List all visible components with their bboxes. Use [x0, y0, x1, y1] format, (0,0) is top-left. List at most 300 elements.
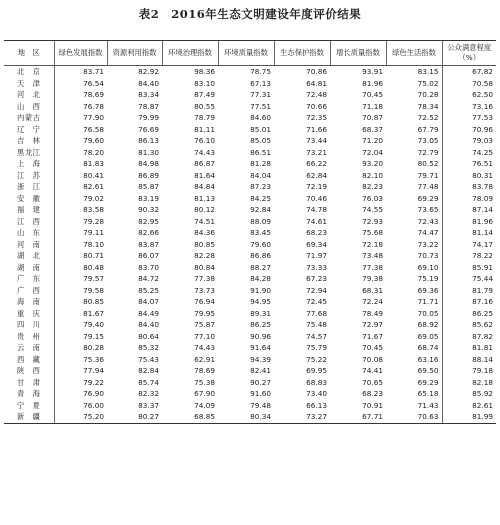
value-cell: 69.34 [306, 239, 327, 249]
value-cell: 87.23 [250, 182, 271, 191]
table-row [4, 239, 496, 251]
table-row [4, 296, 496, 308]
value-cell: 79.38 [362, 274, 383, 283]
value-cell: 66.13 [306, 400, 327, 410]
region-cell: 吉 林 [17, 136, 41, 145]
region-cell: 天 津 [17, 78, 41, 88]
table-row [4, 262, 496, 274]
table-row [4, 170, 496, 182]
value-cell: 91.64 [250, 343, 271, 352]
value-cell: 78.20 [54, 147, 107, 159]
value-cell: 74.78 [306, 205, 327, 214]
table-row [4, 124, 496, 136]
value-cell: 83.19 [138, 193, 159, 203]
table-title: 表2 2016年生态文明建设年度评价结果 [138, 7, 362, 21]
value-cell: 80.34 [218, 411, 274, 423]
value-cell: 79.15 [54, 331, 107, 343]
region-cell: 河 南 [17, 239, 41, 249]
value-cell: 77.38 [194, 274, 215, 283]
value-cell: 81.64 [194, 170, 215, 180]
value-cell: 68.85 [162, 411, 218, 423]
value-cell: 71.66 [306, 124, 327, 134]
region-cell: 陕 西 [17, 366, 41, 375]
value-cell: 80.52 [417, 159, 439, 168]
value-cell: 76.69 [138, 124, 159, 134]
value-cell: 70.87 [362, 113, 383, 122]
region-cell: 江 苏 [17, 170, 41, 180]
table-row [4, 135, 496, 147]
value-cell: 86.89 [138, 170, 159, 180]
value-cell: 86.25 [442, 308, 496, 320]
value-cell: 91.60 [250, 389, 271, 398]
value-cell: 67.79 [417, 124, 439, 134]
table-row [4, 354, 496, 366]
value-cell: 74.43 [194, 343, 215, 352]
value-cell: 81.13 [194, 193, 215, 203]
value-cell: 71.43 [417, 400, 439, 410]
value-cell: 93.20 [362, 159, 383, 168]
value-cell: 83.10 [194, 78, 215, 88]
table-row [4, 78, 496, 90]
value-cell: 68.74 [417, 343, 439, 352]
table-row [4, 285, 496, 297]
value-cell: 84.40 [138, 320, 159, 329]
header-green-development: 绿色发展指数 [54, 41, 107, 66]
value-cell: 75.43 [138, 354, 159, 364]
value-cell: 81.79 [442, 285, 496, 297]
region-cell: 福 建 [17, 205, 41, 214]
value-cell: 69.05 [417, 331, 439, 341]
value-cell: 82.61 [442, 400, 496, 412]
value-cell: 76.03 [362, 193, 383, 203]
value-cell: 71.71 [417, 297, 439, 306]
value-cell: 79.02 [54, 193, 107, 205]
value-cell: 81.83 [54, 158, 107, 170]
value-cell: 71.97 [306, 251, 327, 260]
value-cell: 72.24 [362, 297, 383, 306]
value-cell: 68.37 [362, 124, 383, 134]
header-growth-quality: 增长质量指数 [330, 41, 386, 66]
value-cell: 87.14 [442, 204, 496, 216]
value-cell: 67.71 [330, 411, 386, 423]
value-cell: 73.65 [417, 205, 439, 214]
value-cell: 77.10 [194, 331, 215, 341]
value-cell: 85.01 [250, 124, 271, 134]
value-cell: 70.58 [442, 78, 496, 90]
table-body [4, 66, 496, 424]
table-row [4, 66, 496, 78]
value-cell: 78.69 [54, 89, 107, 101]
value-cell: 88.27 [250, 262, 271, 272]
region-cell: 安 徽 [17, 193, 41, 203]
table-row [4, 319, 496, 331]
value-cell: 82.61 [54, 181, 107, 193]
value-cell: 83.87 [138, 239, 159, 249]
value-cell: 80.27 [107, 411, 162, 423]
table-row [4, 158, 496, 170]
value-cell: 81.96 [362, 78, 383, 88]
value-cell: 67.82 [442, 66, 496, 78]
value-cell: 80.85 [194, 239, 215, 249]
value-cell: 66.22 [306, 159, 327, 168]
value-cell: 85.05 [250, 136, 271, 145]
value-cell: 82.84 [138, 366, 159, 375]
value-cell: 74.41 [362, 366, 383, 375]
table-row [4, 89, 496, 101]
value-cell: 74.61 [306, 216, 327, 226]
value-cell: 67.13 [250, 78, 271, 88]
value-cell: 71.67 [362, 331, 383, 341]
region-cell: 河 北 [17, 90, 41, 99]
value-cell: 70.86 [306, 67, 327, 76]
header-ecological-protection: 生态保护指数 [274, 41, 330, 66]
table-row [4, 227, 496, 239]
value-cell: 77.90 [54, 112, 107, 124]
value-cell: 82.66 [138, 228, 159, 237]
value-cell: 73.40 [306, 389, 327, 398]
value-cell: 84.49 [138, 308, 159, 318]
value-cell: 86.87 [194, 159, 215, 168]
value-cell: 74.47 [417, 228, 439, 237]
header-row [4, 41, 496, 66]
value-cell: 87.82 [442, 331, 496, 343]
value-cell: 77.53 [442, 112, 496, 124]
value-cell: 85.87 [138, 182, 159, 191]
value-cell: 79.57 [54, 273, 107, 285]
value-cell: 94.95 [250, 297, 271, 306]
value-cell: 79.60 [54, 135, 107, 147]
value-cell: 80.28 [54, 342, 107, 354]
value-cell: 69.95 [306, 366, 327, 375]
value-cell: 72.93 [362, 216, 383, 226]
value-cell: 65.18 [417, 389, 439, 398]
value-cell: 62.84 [306, 170, 327, 180]
value-cell: 78.69 [194, 366, 215, 375]
value-cell: 63.16 [417, 354, 439, 364]
value-cell: 87.16 [442, 296, 496, 308]
table-row [4, 273, 496, 285]
region-cell: 内蒙古 [17, 113, 41, 122]
value-cell: 78.09 [442, 193, 496, 205]
region-cell: 贵 州 [17, 331, 41, 341]
value-cell: 78.49 [362, 308, 383, 318]
value-cell: 84.72 [138, 274, 159, 283]
value-cell: 75.19 [417, 274, 439, 283]
value-cell: 83.70 [138, 262, 159, 272]
value-cell: 84.36 [194, 228, 215, 237]
region-cell: 黑龙江 [17, 147, 41, 157]
value-cell: 79.99 [138, 113, 159, 122]
region-cell: 辽 宁 [17, 124, 41, 134]
value-cell: 70.91 [362, 400, 383, 410]
value-cell: 78.22 [442, 250, 496, 262]
value-cell: 74.51 [194, 216, 215, 226]
value-cell: 73.16 [442, 101, 496, 113]
value-cell: 74.43 [194, 147, 215, 157]
value-cell: 81.96 [442, 216, 496, 228]
value-cell: 80.71 [54, 250, 107, 262]
value-cell: 79.60 [250, 239, 271, 249]
value-cell: 79.48 [250, 400, 271, 410]
value-cell: 86.51 [250, 147, 271, 157]
value-cell: 84.98 [138, 159, 159, 168]
table-row [4, 308, 496, 320]
value-cell: 75.02 [417, 78, 439, 88]
value-cell: 75.79 [306, 343, 327, 352]
value-cell: 73.48 [362, 251, 383, 260]
value-cell: 68.23 [362, 389, 383, 398]
value-cell: 70.45 [362, 343, 383, 352]
region-cell: 广 东 [17, 274, 41, 283]
value-cell: 77.48 [417, 182, 439, 191]
value-cell: 83.58 [54, 204, 107, 216]
value-cell: 78.10 [54, 239, 107, 251]
value-cell: 79.22 [54, 377, 107, 389]
value-cell: 79.03 [442, 135, 496, 147]
table-row [4, 204, 496, 216]
value-cell: 86.13 [138, 136, 159, 145]
value-cell: 83.34 [138, 90, 159, 99]
value-cell: 82.10 [362, 170, 383, 180]
value-cell: 82.92 [138, 67, 159, 76]
value-cell: 69.36 [417, 285, 439, 295]
table-row [4, 400, 496, 412]
region-cell: 江 西 [17, 216, 41, 226]
region-cell: 上 海 [17, 159, 41, 168]
header-public-satisfaction: 公众满意程度（%） [442, 41, 496, 66]
value-cell: 75.36 [54, 354, 107, 366]
value-cell: 83.78 [442, 181, 496, 193]
value-cell: 64.81 [306, 78, 327, 88]
value-cell: 82.18 [442, 377, 496, 389]
value-cell: 74.57 [306, 331, 327, 341]
value-cell: 84.84 [194, 182, 215, 191]
value-cell: 72.35 [306, 113, 327, 122]
value-cell: 80.64 [138, 331, 159, 341]
value-cell: 70.73 [417, 251, 439, 260]
value-cell: 78.75 [250, 67, 271, 76]
value-cell: 72.97 [362, 320, 383, 329]
value-cell: 80.84 [194, 262, 215, 272]
value-cell: 81.81 [442, 342, 496, 354]
value-cell: 80.31 [442, 170, 496, 182]
value-cell: 71.20 [362, 136, 383, 145]
table-row [4, 331, 496, 343]
table-row [4, 342, 496, 354]
region-cell: 海 南 [17, 297, 41, 306]
value-cell: 88.09 [250, 216, 271, 226]
value-cell: 85.25 [138, 285, 159, 295]
value-cell: 84.40 [138, 78, 159, 88]
value-cell: 84.04 [250, 170, 271, 180]
value-cell: 85.74 [138, 377, 159, 387]
value-cell: 82.23 [362, 182, 383, 191]
value-cell: 71.18 [362, 101, 383, 111]
value-cell: 89.31 [250, 308, 271, 318]
value-cell: 80.85 [54, 296, 107, 308]
header-environmental-governance: 环境治理指数 [162, 41, 218, 66]
value-cell: 90.27 [250, 377, 271, 387]
value-cell: 77.31 [250, 90, 271, 99]
value-cell: 67.90 [194, 389, 215, 398]
value-cell: 70.46 [306, 193, 327, 203]
value-cell: 81.14 [442, 227, 496, 239]
table-row [4, 112, 496, 124]
region-cell: 新 疆 [4, 411, 54, 423]
header-resource-utilization: 资源利用指数 [107, 41, 162, 66]
table-row [4, 147, 496, 159]
header-environmental-quality: 环境质量指数 [218, 41, 274, 66]
region-cell: 宁 夏 [17, 400, 41, 410]
region-cell: 重 庆 [17, 308, 41, 318]
evaluation-table [4, 40, 496, 424]
value-cell: 72.79 [417, 147, 439, 157]
value-cell: 70.66 [306, 101, 327, 111]
value-cell: 85.62 [442, 319, 496, 331]
region-cell: 北 京 [17, 67, 41, 76]
value-cell: 90.32 [138, 205, 159, 214]
table-row [4, 377, 496, 389]
value-cell: 84.25 [250, 193, 271, 203]
value-cell: 74.17 [442, 239, 496, 251]
value-cell: 72.19 [306, 182, 327, 191]
value-cell: 75.68 [362, 228, 383, 237]
value-cell: 83.15 [417, 67, 439, 76]
value-cell: 79.18 [442, 365, 496, 377]
value-cell: 73.05 [417, 136, 439, 145]
value-cell: 79.95 [194, 308, 215, 318]
value-cell: 79.71 [417, 170, 439, 180]
table-row [4, 411, 496, 423]
value-cell: 72.45 [306, 297, 327, 306]
value-cell: 76.00 [54, 400, 107, 412]
value-cell: 77.94 [54, 365, 107, 377]
value-cell: 83.71 [54, 66, 107, 78]
value-cell: 73.33 [306, 262, 327, 272]
value-cell: 79.40 [54, 319, 107, 331]
value-cell: 86.25 [250, 320, 271, 329]
value-cell: 73.73 [194, 285, 215, 295]
value-cell: 68.92 [417, 320, 439, 329]
value-cell: 85.92 [442, 388, 496, 400]
table-row [4, 101, 496, 113]
region-cell: 山 西 [17, 101, 41, 111]
value-cell: 76.94 [194, 297, 215, 306]
value-cell: 75.38 [194, 377, 215, 387]
value-cell: 72.94 [306, 285, 327, 295]
region-cell: 湖 北 [17, 251, 41, 260]
value-cell: 78.34 [417, 101, 439, 111]
value-cell: 74.55 [362, 205, 383, 214]
value-cell: 81.99 [442, 411, 496, 423]
value-cell: 77.38 [362, 262, 383, 272]
value-cell: 76.10 [194, 136, 215, 145]
value-cell: 93.91 [362, 67, 383, 76]
value-cell: 72.43 [417, 216, 439, 226]
header-green-living: 绿色生活指数 [386, 41, 442, 66]
value-cell: 69.50 [417, 366, 439, 375]
value-cell: 68.83 [306, 377, 327, 387]
table-row [4, 365, 496, 377]
value-cell: 83.45 [250, 228, 271, 237]
value-cell: 92.84 [250, 205, 271, 214]
region-cell: 西 藏 [17, 354, 41, 364]
region-cell: 甘 肃 [17, 377, 41, 387]
value-cell: 81.30 [138, 147, 159, 157]
table-row [4, 250, 496, 262]
value-cell: 70.28 [417, 90, 439, 99]
table-row [4, 181, 496, 193]
value-cell: 81.11 [194, 124, 215, 134]
value-cell: 82.28 [194, 251, 215, 260]
value-cell: 72.04 [362, 147, 383, 157]
value-cell: 81.67 [54, 308, 107, 320]
table-header [4, 41, 496, 66]
value-cell: 80.55 [194, 101, 215, 111]
value-cell: 78.79 [194, 113, 215, 122]
table-row [4, 388, 496, 400]
table-row [4, 216, 496, 228]
value-cell: 86.86 [250, 251, 271, 260]
value-cell: 80.48 [54, 262, 107, 274]
value-cell: 69.29 [417, 377, 439, 387]
value-cell: 79.11 [54, 227, 107, 239]
value-cell: 74.09 [194, 400, 215, 410]
value-cell: 84.07 [138, 297, 159, 306]
value-cell: 90.96 [250, 331, 271, 341]
value-cell: 74.25 [442, 147, 496, 159]
value-cell: 79.58 [54, 285, 107, 297]
value-cell: 73.27 [274, 411, 330, 423]
value-cell: 72.52 [417, 113, 439, 122]
value-cell: 91.90 [250, 285, 271, 295]
value-cell: 75.87 [194, 320, 215, 329]
value-cell: 76.78 [54, 101, 107, 113]
value-cell: 76.58 [54, 124, 107, 136]
value-cell: 73.22 [417, 239, 439, 249]
value-cell: 75.44 [442, 273, 496, 285]
value-cell: 75.48 [306, 320, 327, 329]
value-cell: 70.63 [386, 411, 442, 423]
value-cell: 70.08 [362, 354, 383, 364]
value-cell: 79.28 [54, 216, 107, 228]
region-cell: 湖 南 [17, 262, 41, 272]
value-cell: 82.95 [138, 216, 159, 226]
value-cell: 76.90 [54, 388, 107, 400]
region-cell: 山 东 [17, 228, 41, 237]
value-cell: 85.32 [138, 343, 159, 352]
value-cell: 81.28 [250, 159, 271, 168]
value-cell: 70.45 [362, 90, 383, 99]
region-cell: 广 西 [17, 285, 41, 295]
value-cell: 69.10 [417, 262, 439, 272]
value-cell: 88.14 [442, 354, 496, 366]
table-row [4, 193, 496, 205]
value-cell: 73.21 [306, 147, 327, 157]
value-cell: 84.60 [250, 113, 271, 122]
value-cell: 78.87 [138, 101, 159, 111]
value-cell: 67.23 [306, 274, 327, 283]
value-cell: 86.07 [138, 251, 159, 260]
value-cell: 70.65 [362, 377, 383, 387]
region-cell: 四 川 [17, 320, 41, 329]
header-region: 地 区 [4, 41, 54, 66]
region-cell: 云 南 [17, 343, 41, 352]
value-cell: 75.22 [306, 354, 327, 364]
value-cell: 68.23 [306, 228, 327, 237]
value-cell: 98.36 [194, 67, 215, 76]
value-cell: 72.48 [306, 90, 327, 99]
